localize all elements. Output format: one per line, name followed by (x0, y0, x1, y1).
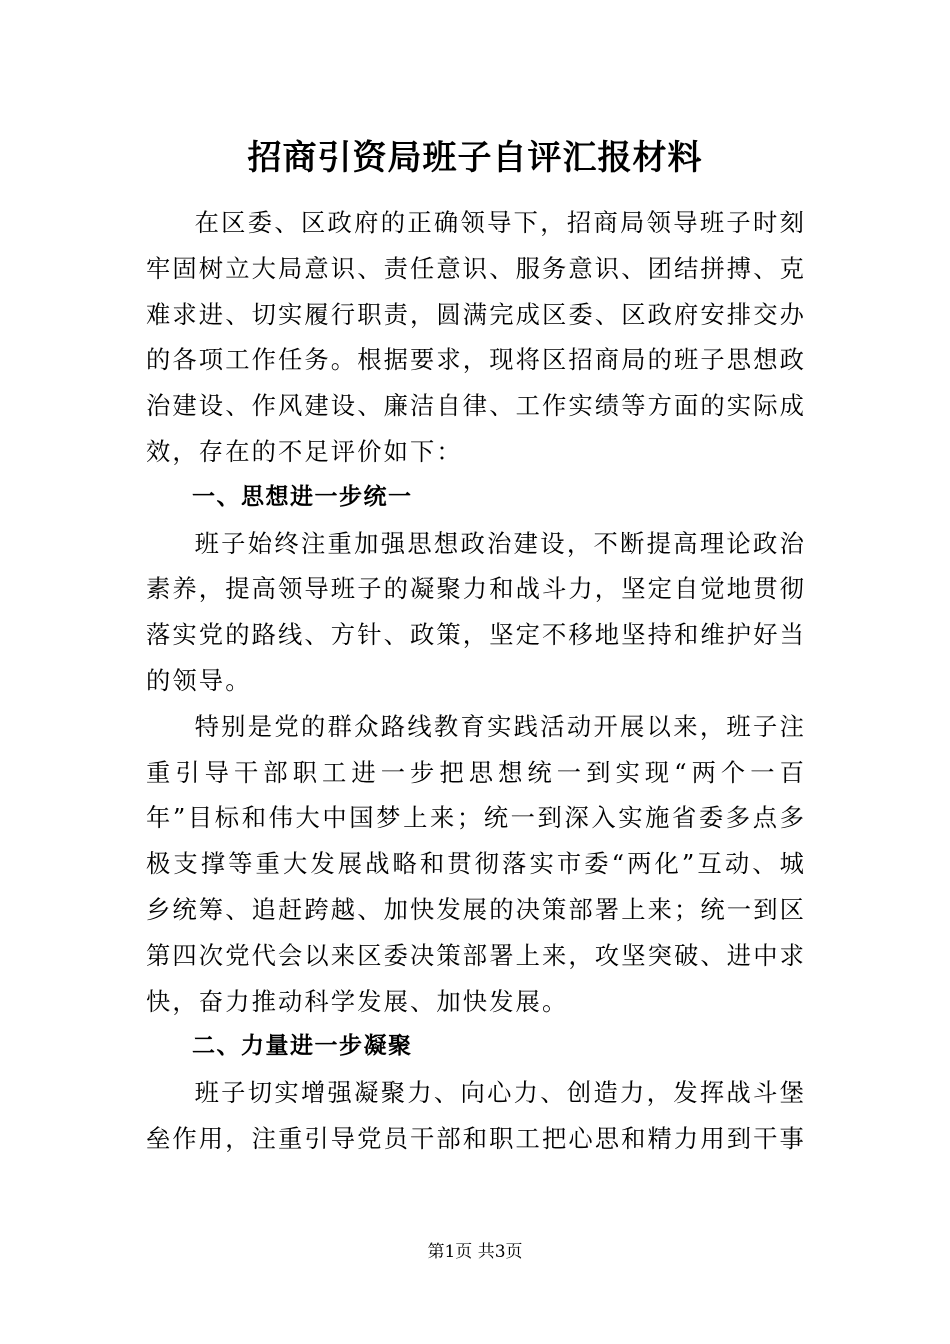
paragraph-intro: 在区委、区政府的正确领导下，招商局领导班子时刻牢固树立大局意识、责任意识、服务意识、团结拼搏、克难求进、切实履行职责，圆满完成区委、区政府安排交办的各项工作任务。根据要求，现将区招商局的班子思想政治建设、作风建设、廉洁自律、工作实绩等方面的实际成效，存在的不足评价如下： (146, 208, 806, 466)
document-body (146, 200, 806, 1162)
section-heading-1: 一、思想进一步统一 (192, 483, 413, 510)
document-title: 招商引资局班子自评汇报材料 (247, 138, 703, 178)
paragraph-section1-1: 班子始终注重加强思想政治建设，不断提高理论政治素养，提高领导班子的凝聚力和战斗力，坚定自觉地贯彻落实党的路线、方针、政策，坚定不移地坚持和维护好当的领导。 (146, 528, 806, 695)
paragraph-section2-1: 班子切实增强凝聚力、向心力、创造力，发挥战斗堡垒作用，注重引导党员干部和职工把心思和精力用到干事 (146, 1078, 806, 1153)
paragraph-section1-2: 特别是党的群众路线教育实践活动开展以来，班子注重引导干部职工进一步把思想统一到实现“两个一百年”目标和伟大中国梦上来；统一到深入实施省委多点多极支撑等重大发展战略和贯彻落实市委“两化”互动、城乡统筹、追赶跨越、加快发展的决策部署上来；统一到区第四次党代会以来区委决策部署上来，攻坚突破、进中求快，奋力推动科学发展、加快发展。 (146, 711, 806, 1016)
page-number-footer: 第1页 共3页 (427, 1242, 523, 1262)
section-heading-2: 二、力量进一步凝聚 (192, 1033, 413, 1060)
